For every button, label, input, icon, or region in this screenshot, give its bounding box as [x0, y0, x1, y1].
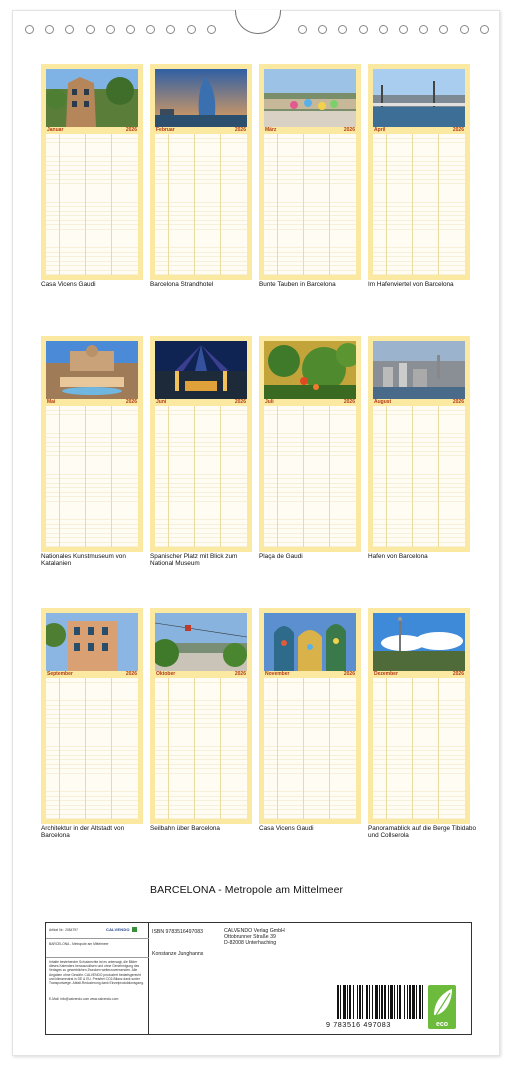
eco-badge — [428, 985, 456, 1029]
month-name: Dezember — [374, 671, 398, 677]
placa-gaudi-photo — [264, 341, 356, 399]
barcode-number: 9 783516 497083 — [326, 1020, 391, 1029]
binding-hole — [166, 25, 175, 34]
month-year: 2026 — [452, 399, 464, 405]
calendar-title: BARCELONA - Metropole am Mittelmeer — [150, 884, 344, 896]
month-header — [155, 671, 247, 678]
month-card — [368, 64, 470, 280]
month-header — [264, 127, 356, 134]
month-year: 2026 — [452, 127, 464, 133]
binding-hole — [25, 25, 34, 34]
seilbahn-photo — [155, 613, 247, 671]
photo-caption: Bunte Tauben in Barcelona — [259, 281, 336, 288]
month-year: 2026 — [234, 671, 246, 677]
month-card — [368, 608, 470, 824]
tibidabo-photo — [373, 613, 465, 671]
photo-caption: Seilbahn über Barcelona — [150, 825, 220, 832]
month-header — [373, 399, 465, 406]
month-name: Juni — [156, 399, 167, 405]
binding-hole — [359, 25, 368, 34]
binding-hole — [86, 25, 95, 34]
month-card — [150, 64, 252, 280]
month-name: Januar — [47, 127, 64, 133]
month-card — [368, 336, 470, 552]
binding-hole — [419, 25, 428, 34]
hafen-photo — [373, 341, 465, 399]
month-name: Juli — [265, 399, 274, 405]
contact-line: E-Mail: info@calvendo.com www.calvendo.com — [49, 997, 119, 1001]
publisher-street: Ottobrunner Straße 39 — [224, 934, 276, 940]
binding-hole — [379, 25, 388, 34]
photo-caption: Casa Vicens Gaudi — [41, 281, 96, 288]
binding-hole — [439, 25, 448, 34]
eco-label: eco — [435, 1021, 449, 1028]
month-card — [150, 608, 252, 824]
month-header — [373, 127, 465, 134]
month-header — [46, 399, 138, 406]
spanischer-platz-photo — [155, 341, 247, 399]
month-year: 2026 — [343, 127, 355, 133]
month-year: 2026 — [343, 399, 355, 405]
month-card — [150, 336, 252, 552]
isbn: ISBN 9783516497083 — [152, 929, 204, 935]
month-year: 2026 — [125, 127, 137, 133]
month-year: 2026 — [234, 399, 246, 405]
month-year: 2026 — [125, 399, 137, 405]
photo-caption: Hafen von Barcelona — [368, 553, 428, 560]
binding-hole — [207, 25, 216, 34]
binding-hole — [126, 25, 135, 34]
info-column-middle — [149, 923, 325, 1034]
month-year: 2026 — [343, 671, 355, 677]
binding-hole — [298, 25, 307, 34]
calvendo-mark-icon — [132, 927, 137, 932]
month-header — [155, 399, 247, 406]
tauben-photo — [264, 69, 356, 127]
day-planner-grid — [264, 134, 356, 275]
kunstmuseum-photo — [46, 341, 138, 399]
month-header — [264, 399, 356, 406]
day-planner-grid — [373, 406, 465, 547]
binding-hole — [45, 25, 54, 34]
photo-caption: Casa Vicens Gaudi — [259, 825, 314, 832]
day-planner-grid — [46, 678, 138, 819]
month-name: Mai — [47, 399, 56, 405]
month-card — [41, 336, 143, 552]
day-planner-grid — [373, 134, 465, 275]
month-card — [259, 608, 361, 824]
binding-hole — [106, 25, 115, 34]
month-header — [155, 127, 247, 134]
day-planner-grid — [155, 134, 247, 275]
day-planner-grid — [46, 406, 138, 547]
binding-hole — [318, 25, 327, 34]
binding-hole — [65, 25, 74, 34]
month-header — [46, 127, 138, 134]
day-planner-grid — [373, 678, 465, 819]
month-name: August — [374, 399, 392, 405]
product-line: BARCELONA - Metropole am Mittelmeer — [49, 942, 109, 946]
photo-caption: Panoramablick auf die Berge Tibidabo und Collserola — [368, 825, 476, 840]
photo-caption: Barcelona Strandhotel — [150, 281, 214, 288]
photo-caption: Spanischer Platz mit Blick zum National Museum — [150, 553, 238, 568]
day-planner-grid — [264, 678, 356, 819]
eco-leaf-icon — [428, 985, 456, 1029]
photo-caption: Architektur in der Altstadt von Barcelona — [41, 825, 125, 840]
binding-hole — [146, 25, 155, 34]
month-header — [46, 671, 138, 678]
info-column-left — [46, 923, 149, 1034]
calvendo-logo — [106, 927, 146, 934]
month-name: September — [47, 671, 73, 677]
casa-vicens-photo — [46, 69, 138, 127]
barcode — [337, 985, 431, 1019]
day-planner-grid — [46, 134, 138, 275]
month-header — [264, 671, 356, 678]
day-planner-grid — [155, 678, 247, 819]
month-year: 2026 — [452, 671, 464, 677]
legal-text: Inhalte bestehender Schutzrechte ist es untersagt, die Bilder dieses Kalenders herauszulösen und ohne Genehmigung des Verlages zu gewerblichen Zwecken weiterzuverwenden. Alle Angaben ohne Gewähr. CALVENDO produziert bedarfsgerecht und klimaneutral in DE & EU. Preisfrei CO2-Bilanz dank sorter Transportwege. Abfall-Reduzierung dank Einzelproduktionsgang. — [49, 960, 144, 986]
binding-hole — [187, 25, 196, 34]
photo-caption: Nationales Kunstmuseum von Katalanien — [41, 553, 126, 568]
info-box — [45, 922, 472, 1035]
day-planner-grid — [264, 406, 356, 547]
strandhotel-photo — [155, 69, 247, 127]
month-year: 2026 — [125, 671, 137, 677]
altstadt-photo — [46, 613, 138, 671]
binding-hole — [480, 25, 489, 34]
publisher-name: CALVENDO Verlag GmbH — [224, 928, 285, 934]
photo-caption: Plaça de Gaudi — [259, 553, 303, 560]
author: Konstanze Junghanns — [152, 951, 204, 957]
month-name: März — [265, 127, 277, 133]
month-card — [41, 64, 143, 280]
divider — [46, 938, 149, 939]
binding-hole — [338, 25, 347, 34]
calvendo-logo-text: CALVENDO — [106, 927, 130, 933]
divider — [46, 957, 149, 958]
article-number: Artikel Nr.: 2084797 — [49, 928, 78, 932]
hafenviertel-photo — [373, 69, 465, 127]
month-name: Oktober — [156, 671, 176, 677]
month-year: 2026 — [234, 127, 246, 133]
day-planner-grid — [155, 406, 247, 547]
photo-caption: Im Hafenviertel von Barcelona — [368, 281, 454, 288]
month-name: April — [374, 127, 386, 133]
month-card — [41, 608, 143, 824]
month-card — [259, 336, 361, 552]
binding-hole — [460, 25, 469, 34]
month-header — [373, 671, 465, 678]
month-card — [259, 64, 361, 280]
binding-hole — [399, 25, 408, 34]
casa-vicens-2-photo — [264, 613, 356, 671]
month-name: Februar — [156, 127, 175, 133]
month-name: November — [265, 671, 290, 677]
publisher-city: D-82008 Unterhaching — [224, 940, 277, 946]
